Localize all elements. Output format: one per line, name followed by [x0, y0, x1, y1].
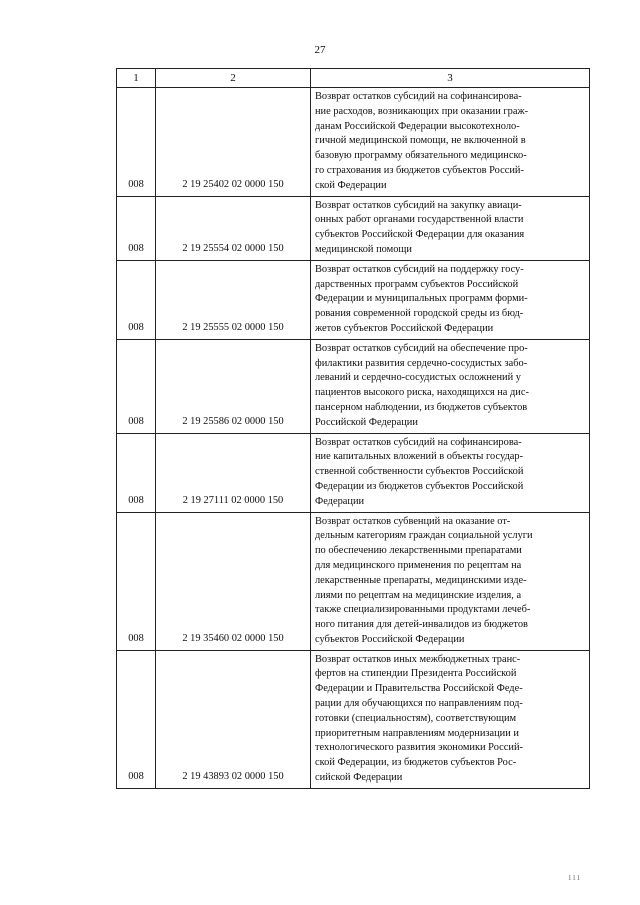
budget-classification-code-cell: 2 19 43893 02 0000 150 — [156, 650, 311, 788]
description-line: фертов на стипендии Президента Российской — [315, 668, 517, 680]
admin-code-cell: 008 — [117, 88, 156, 197]
description-line: готовки (специальностям), соответствующим — [315, 712, 517, 724]
description-line: также специализированными продуктами лечеб- — [315, 604, 531, 616]
description-line: субъектов Российской Федерации для оказания — [315, 229, 525, 241]
admin-code-cell: 008 — [117, 433, 156, 512]
header-cell-3: 3 — [311, 69, 590, 88]
budget-classification-code-cell: 2 19 35460 02 0000 150 — [156, 512, 311, 650]
revenue-description-cell — [311, 650, 590, 788]
description-line: пациентов высокого риска, находящихся на дис- — [315, 387, 529, 399]
description-line: лиями по рецептам на медицинские изделия, а — [315, 589, 522, 601]
description-line: сийской Федерации — [315, 772, 403, 784]
footer-stamp: 111 — [568, 874, 581, 882]
description-line: ние капитальных вложений в объекты государ- — [315, 451, 524, 463]
budget-classification-code-cell: 2 19 25554 02 0000 150 — [156, 196, 311, 260]
description-line: данам Российской Федерации высокотехноло- — [315, 120, 520, 132]
description-line: базовую программу обязательного медицинско- — [315, 150, 527, 162]
admin-code-cell: 008 — [117, 260, 156, 339]
admin-code-cell: 008 — [117, 339, 156, 433]
revenue-description-cell — [311, 512, 590, 650]
header-cell-2: 2 — [156, 69, 311, 88]
description-line: приоритетным направлениям модернизации и — [315, 727, 519, 739]
budget-classification-code-cell: 2 19 27111 02 0000 150 — [156, 433, 311, 512]
header-cell-1: 1 — [117, 69, 156, 88]
description-line: онных работ органами государственной власти — [315, 214, 524, 226]
description-line: Возврат остатков субвенций на оказание от- — [315, 515, 511, 527]
description-line: дельным категориям граждан социальной услуги — [315, 530, 533, 542]
table-row — [117, 260, 590, 339]
description-line: медицинской помощи — [315, 243, 412, 255]
admin-code-cell: 008 — [117, 196, 156, 260]
admin-code-cell: 008 — [117, 512, 156, 650]
description-line: филактики развития сердечно-сосудистых забо- — [315, 357, 528, 369]
description-line: субъектов Российской Федерации — [315, 633, 465, 645]
description-line: ние расходов, возникающих при оказании граж- — [315, 105, 529, 117]
table-row — [117, 512, 590, 650]
table-row — [117, 433, 590, 512]
description-line: ного питания для детей-инвалидов из бюджетов — [315, 619, 528, 631]
budget-classification-code-cell: 2 19 25586 02 0000 150 — [156, 339, 311, 433]
description-line: леваний и сердечно-сосудистых осложнений у — [315, 372, 521, 384]
description-line: лекарственные препараты, медицинскими изде- — [315, 574, 527, 586]
description-line: по обеспечению лекарственными препаратами — [315, 545, 522, 557]
table-row — [117, 339, 590, 433]
revenue-description-cell — [311, 433, 590, 512]
description-line: го страхования из бюджетов субъектов Россий- — [315, 164, 524, 176]
table-header-row — [117, 69, 590, 88]
description-line: гичной медицинской помощи, не включенной в — [315, 135, 526, 147]
description-line: Возврат остатков субсидий на поддержку госу- — [315, 263, 524, 275]
table-row — [117, 88, 590, 197]
description-line: пансерном наблюдении, из бюджетов субъектов — [315, 401, 528, 413]
description-line: ской Федерации — [315, 179, 387, 191]
description-line: Возврат остатков субсидий на закупку авиаци- — [315, 199, 522, 211]
revenue-description-cell — [311, 196, 590, 260]
description-line: технологического развития экономики Россий- — [315, 742, 523, 754]
description-line: дарственных программ субъектов Российской — [315, 278, 519, 290]
description-line: ственной собственности субъектов Российской — [315, 466, 524, 478]
revenue-description-cell — [311, 339, 590, 433]
description-line: Возврат остатков субсидий на софинансирова- — [315, 91, 522, 102]
revenue-description-cell — [311, 260, 590, 339]
budget-classification-code-cell: 2 19 25402 02 0000 150 — [156, 88, 311, 197]
description-line: Федерации и муниципальных программ форми- — [315, 293, 528, 305]
page-number: 27 — [314, 44, 326, 56]
description-line: Федерации и Правительства Российской Феде- — [315, 683, 523, 695]
budget-codes-table — [116, 68, 590, 789]
description-line: Федерации — [315, 495, 365, 507]
description-line: Возврат остатков субсидий на софинансирова- — [315, 436, 522, 448]
description-line: Возврат остатков иных межбюджетных транс- — [315, 653, 521, 665]
description-line: для медицинского применения по рецептам на — [315, 559, 522, 571]
revenue-description-cell — [311, 88, 590, 197]
admin-code-cell: 008 — [117, 650, 156, 788]
table-row — [117, 650, 590, 788]
description-line: рования современной городской среды из бюд- — [315, 308, 524, 320]
description-line: жетов субъектов Российской Федерации — [315, 322, 494, 334]
table-row — [117, 196, 590, 260]
description-line: Федерации из бюджетов субъектов Российской — [315, 480, 524, 492]
budget-classification-code-cell: 2 19 25555 02 0000 150 — [156, 260, 311, 339]
description-line: рации для обучающихся по направлениям под- — [315, 698, 523, 710]
description-line: Российской Федерации — [315, 416, 418, 428]
description-line: Возврат остатков субсидий на обеспечение про- — [315, 342, 528, 354]
description-line: ской Федерации, из бюджетов субъектов Рос- — [315, 757, 517, 769]
